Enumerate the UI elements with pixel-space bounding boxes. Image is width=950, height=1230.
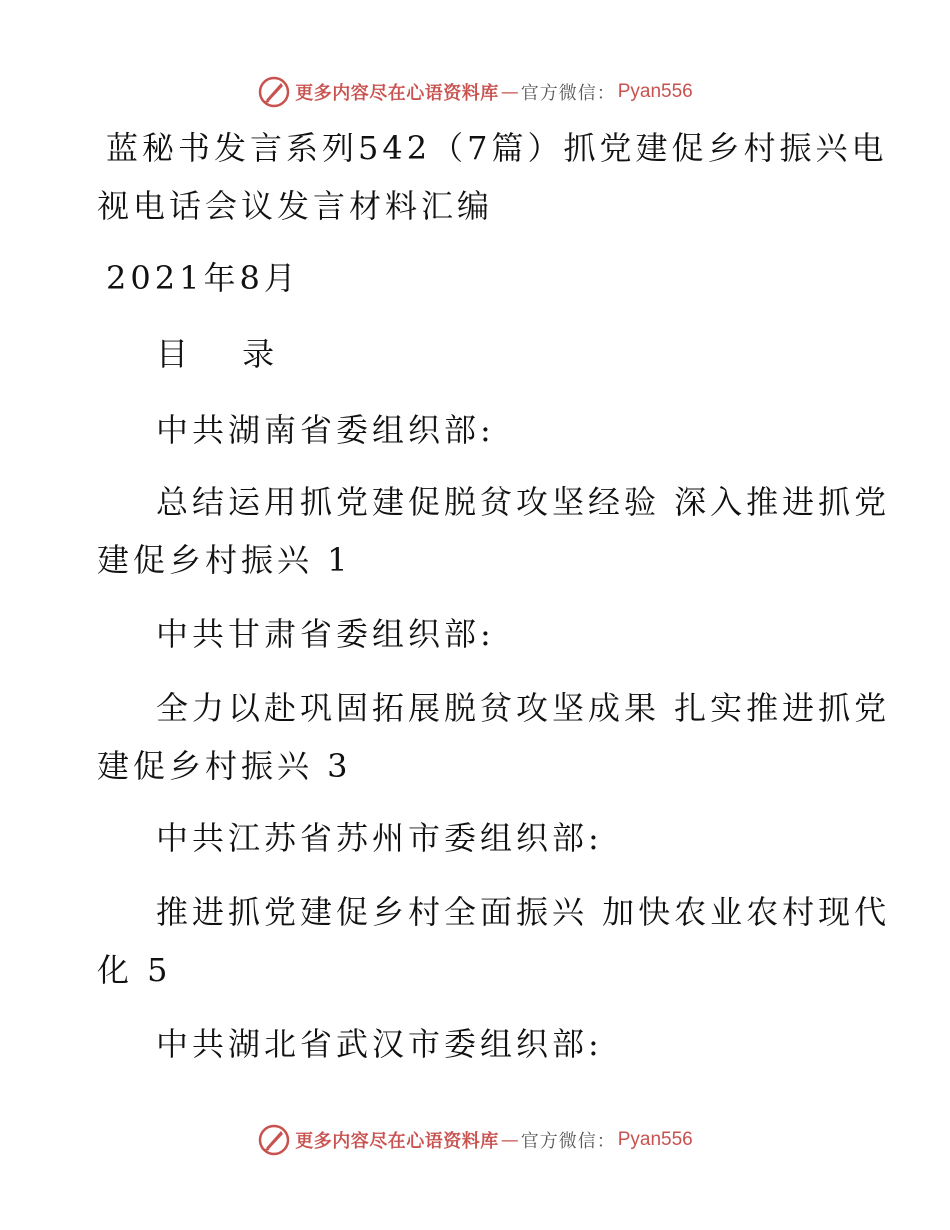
toc-entry-org: 中共湖北省武汉市委组织部:	[156, 1025, 603, 1063]
toc-entry-title-line-1: 全力以赴巩固拓展脱贫攻坚成果 扎实推进抓党	[156, 689, 891, 727]
toc-entry-title-line-2: 建促乡村振兴 1	[97, 541, 352, 579]
watermark-site-text: 更多内容尽在心语资料库	[295, 1131, 499, 1152]
watermark-site-text: 更多内容尽在心语资料库	[295, 83, 499, 104]
doc-title-line-1: 蓝秘书发言系列542（7篇）抓党建促乡村振兴电	[106, 129, 888, 167]
quill-logo-icon	[257, 1123, 291, 1157]
toc-entry-org: 中共江苏省苏州市委组织部:	[156, 819, 603, 857]
watermark-official-label: 官方微信：	[520, 1131, 616, 1152]
doc-title-line-2: 视电话会议发言材料汇编	[97, 187, 494, 225]
toc-entry-title-line-1: 总结运用抓党建促脱贫攻坚经验 深入推进抓党	[156, 483, 891, 521]
watermark-wechat-id: Pyan556	[617, 1129, 693, 1150]
watermark-banner-bottom	[0, 1120, 950, 1160]
watermark-dash: —	[500, 81, 519, 103]
toc-entry-title-line-1: 推进抓党建促乡村全面振兴 加快农业农村现代	[156, 893, 891, 931]
watermark-banner-top	[0, 72, 950, 112]
watermark-dash: —	[500, 1129, 519, 1151]
doc-date: 2021年8月	[106, 259, 300, 297]
toc-entry-title-line-2: 建促乡村振兴 3	[97, 747, 352, 785]
watermark-official-label: 官方微信：	[520, 83, 616, 104]
toc-entry-title-line-2: 化 5	[97, 951, 172, 989]
toc-heading: 目 录	[156, 335, 297, 373]
toc-entry-org: 中共甘肃省委组织部:	[156, 615, 495, 653]
watermark-wechat-id: Pyan556	[617, 81, 693, 102]
toc-entry-org: 中共湖南省委组织部:	[156, 411, 495, 449]
quill-logo-icon	[257, 75, 291, 109]
